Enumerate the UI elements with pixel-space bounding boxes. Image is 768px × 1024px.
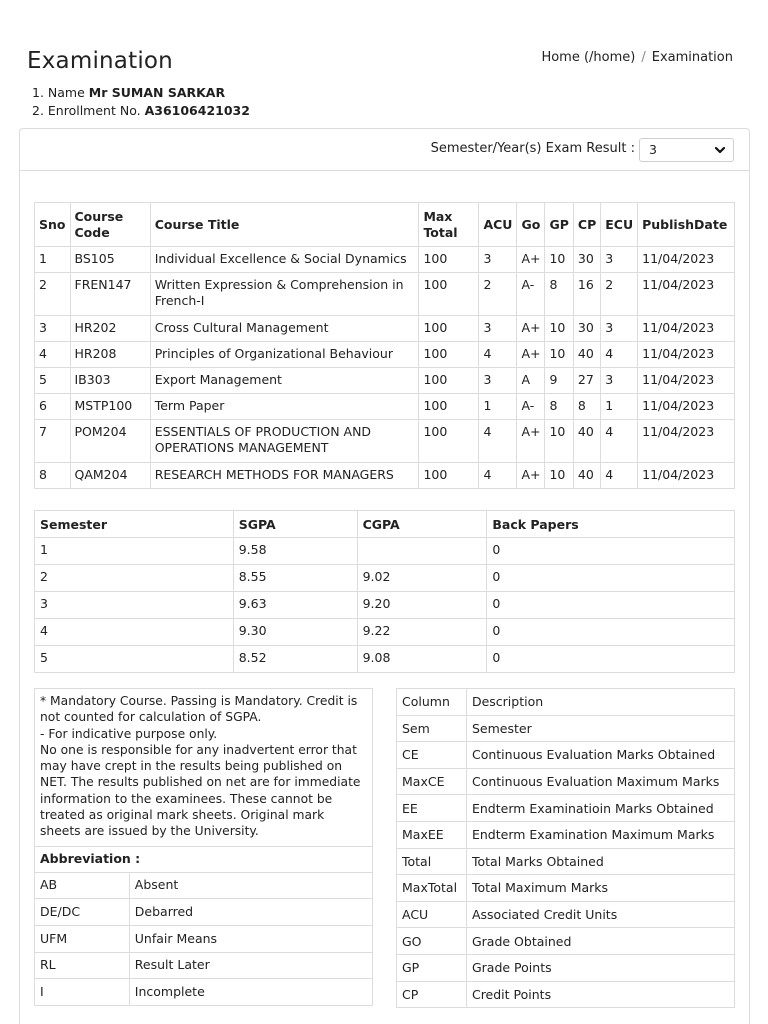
cell-back-papers: 0 — [487, 565, 735, 592]
cell-course-code: FREN147 — [70, 273, 150, 316]
cell-ecu: 4 — [601, 463, 638, 489]
cell-back-papers: 0 — [487, 619, 735, 646]
table-row — [397, 689, 735, 716]
cell-cp: 30 — [573, 316, 600, 342]
cell-semester: 2 — [35, 565, 234, 592]
cell-back-papers: 0 — [487, 592, 735, 619]
cell-course-title: Individual Excellence & Social Dynamics — [150, 247, 419, 273]
legend-description: Total Marks Obtained — [466, 848, 734, 875]
col-header-sno: Sno — [35, 203, 71, 247]
col-header-cp: CP — [573, 203, 600, 247]
legend-description: Total Maximum Marks — [466, 875, 734, 902]
cell-semester: 4 — [35, 619, 234, 646]
cell-max-total: 100 — [419, 420, 479, 463]
enrollment-row: 2. Enrollment No. A36106421032 — [32, 103, 250, 118]
cell-sno: 4 — [35, 342, 71, 368]
abbr-code: UFM — [35, 926, 130, 953]
legend-column: EE — [397, 795, 467, 822]
table-row — [397, 981, 735, 1008]
abbr-code: I — [35, 979, 130, 1006]
cell-sgpa: 9.30 — [233, 619, 357, 646]
cell-grade: A+ — [517, 420, 545, 463]
abbr-meaning: Debarred — [129, 899, 372, 926]
cell-grade: A+ — [517, 247, 545, 273]
breadcrumb-separator: / — [641, 50, 646, 65]
cell-course-title: ESSENTIALS OF PRODUCTION AND OPERATIONS MANAGEMENT — [150, 420, 419, 463]
cell-sgpa: 9.63 — [233, 592, 357, 619]
cell-course-title: Export Management — [150, 368, 419, 394]
cell-acu: 3 — [479, 368, 517, 394]
cell-acu: 4 — [479, 420, 517, 463]
legend-column: MaxEE — [397, 821, 467, 848]
cell-sno: 1 — [35, 247, 71, 273]
col-header-semester: Semester — [35, 511, 234, 538]
legend-column: MaxCE — [397, 768, 467, 795]
cell-gp: 10 — [545, 247, 573, 273]
cell-acu: 2 — [479, 273, 517, 316]
cell-semester: 3 — [35, 592, 234, 619]
cell-ecu: 2 — [601, 273, 638, 316]
table-row — [397, 875, 735, 902]
legend-description: Endterm Examinatioin Marks Obtained — [466, 795, 734, 822]
table-row — [35, 420, 735, 463]
table-row — [397, 795, 735, 822]
cell-cp: 8 — [573, 394, 600, 420]
legend-column: GP — [397, 954, 467, 981]
abbr-meaning: Absent — [129, 872, 372, 899]
table-row — [35, 619, 735, 646]
abbr-meaning: Unfair Means — [129, 926, 372, 953]
cell-grade: A- — [517, 394, 545, 420]
student-name: Mr SUMAN SARKAR — [88, 85, 226, 100]
cell-sgpa: 9.58 — [233, 538, 357, 565]
note-disclaimer: No one is responsible for any inadvertent error that may have crept in the results being published on NET. The results published on net are for immediate information to the examinees. These cannot be treated as original mark sheets. Original mark sheets are issued by the University. — [40, 742, 361, 839]
legend-column: ACU — [397, 901, 467, 928]
disclaimer-text — [35, 689, 373, 847]
course-results-table — [34, 202, 735, 489]
cell-back-papers: 0 — [487, 646, 735, 673]
cell-ecu: 3 — [601, 247, 638, 273]
legend-column: CP — [397, 981, 467, 1008]
table-row — [397, 848, 735, 875]
cell-publish-date: 11/04/2023 — [638, 247, 735, 273]
cell-grade: A+ — [517, 316, 545, 342]
cell-course-code: QAM204 — [70, 463, 150, 489]
table-row — [397, 928, 735, 955]
cell-sgpa: 8.55 — [233, 565, 357, 592]
col-header-publish-date: PublishDate — [638, 203, 735, 247]
col-header-course-title: Course Title — [150, 203, 419, 247]
course-table-header — [35, 203, 735, 247]
cell-gp: 10 — [545, 342, 573, 368]
table-row — [35, 463, 735, 489]
abbr-code: DE/DC — [35, 899, 130, 926]
legend-column: GO — [397, 928, 467, 955]
cell-publish-date: 11/04/2023 — [638, 394, 735, 420]
column-legend-table — [396, 688, 735, 1008]
legend-description: Grade Obtained — [466, 928, 734, 955]
legend-description: Description — [466, 689, 734, 716]
enrollment-number: A36106421032 — [144, 103, 250, 118]
table-row — [397, 821, 735, 848]
table-row — [35, 247, 735, 273]
cell-gp: 8 — [545, 273, 573, 316]
cell-back-papers: 0 — [487, 538, 735, 565]
cell-publish-date: 11/04/2023 — [638, 342, 735, 368]
cell-max-total: 100 — [419, 463, 479, 489]
cell-acu: 4 — [479, 342, 517, 368]
legend-description: Credit Points — [466, 981, 734, 1008]
cell-max-total: 100 — [419, 316, 479, 342]
semester-summary-table — [34, 510, 735, 673]
cell-semester: 5 — [35, 646, 234, 673]
cell-cgpa: 9.22 — [357, 619, 487, 646]
cell-sno: 8 — [35, 463, 71, 489]
cell-ecu: 1 — [601, 394, 638, 420]
cell-max-total: 100 — [419, 394, 479, 420]
legend-column: MaxTotal — [397, 875, 467, 902]
abbreviation-title: Abbreviation : — [35, 846, 373, 872]
cell-cp: 40 — [573, 463, 600, 489]
cell-acu: 4 — [479, 463, 517, 489]
table-row — [35, 538, 735, 565]
breadcrumb — [541, 50, 733, 65]
cell-course-code: BS105 — [70, 247, 150, 273]
abbr-meaning: Result Later — [129, 952, 372, 979]
cell-acu: 3 — [479, 247, 517, 273]
table-row — [35, 872, 373, 899]
cell-course-title: Term Paper — [150, 394, 419, 420]
cell-semester: 1 — [35, 538, 234, 565]
legend-description: Continuous Evaluation Maximum Marks — [466, 768, 734, 795]
cell-cgpa: 9.08 — [357, 646, 487, 673]
enrollment-label: Enrollment No. — [47, 103, 141, 118]
cell-sno: 7 — [35, 420, 71, 463]
cell-gp: 8 — [545, 394, 573, 420]
cell-cgpa: 9.02 — [357, 565, 487, 592]
table-row — [35, 342, 735, 368]
col-header-gp: GP — [545, 203, 573, 247]
table-row — [397, 901, 735, 928]
cell-course-title: Written Expression & Comprehension in French-I — [150, 273, 419, 316]
cell-course-title: RESEARCH METHODS FOR MANAGERS — [150, 463, 419, 489]
table-row — [397, 768, 735, 795]
cell-course-code: MSTP100 — [70, 394, 150, 420]
student-info — [32, 84, 250, 120]
table-row — [35, 926, 373, 953]
cell-course-code: HR208 — [70, 342, 150, 368]
cell-publish-date: 11/04/2023 — [638, 368, 735, 394]
cell-publish-date: 11/04/2023 — [638, 273, 735, 316]
cell-grade: A+ — [517, 342, 545, 368]
notes-table — [34, 688, 373, 1006]
cell-ecu: 4 — [601, 420, 638, 463]
cell-sgpa: 8.52 — [233, 646, 357, 673]
cell-sno: 5 — [35, 368, 71, 394]
legend-description: Associated Credit Units — [466, 901, 734, 928]
cell-course-title: Cross Cultural Management — [150, 316, 419, 342]
cell-acu: 1 — [479, 394, 517, 420]
semester-select-value: 3 — [649, 142, 657, 157]
cell-grade: A — [517, 368, 545, 394]
table-row — [35, 646, 735, 673]
legend-description: Grade Points — [466, 954, 734, 981]
legend-description: Semester — [466, 715, 734, 742]
table-row — [35, 394, 735, 420]
col-header-go: Go — [517, 203, 545, 247]
table-row — [35, 979, 373, 1006]
cell-gp: 10 — [545, 316, 573, 342]
col-header-sgpa: SGPA — [233, 511, 357, 538]
cell-cp: 27 — [573, 368, 600, 394]
abbreviation-title-row — [35, 846, 373, 872]
cell-cp: 16 — [573, 273, 600, 316]
legend-description: Continuous Evaluation Marks Obtained — [466, 742, 734, 769]
summary-table-header — [35, 511, 735, 538]
cell-ecu: 3 — [601, 368, 638, 394]
cell-cgpa: 9.20 — [357, 592, 487, 619]
cell-course-code: HR202 — [70, 316, 150, 342]
abbr-code: AB — [35, 872, 130, 899]
chevron-down-icon — [713, 140, 727, 163]
col-header-acu: ACU — [479, 203, 517, 247]
cell-max-total: 100 — [419, 368, 479, 394]
col-header-ecu: ECU — [601, 203, 638, 247]
legend-description: Endterm Examination Maximum Marks — [466, 821, 734, 848]
breadcrumb-current: Examination — [651, 50, 733, 65]
note-indicative: - For indicative purpose only. — [40, 726, 218, 741]
table-row — [397, 715, 735, 742]
semester-select[interactable] — [639, 138, 734, 162]
table-row — [35, 565, 735, 592]
cell-max-total: 100 — [419, 273, 479, 316]
student-name-label: Name — [47, 85, 85, 100]
cell-publish-date: 11/04/2023 — [638, 420, 735, 463]
cell-cgpa — [357, 538, 487, 565]
table-row — [35, 899, 373, 926]
student-name-row: 1. Name Mr SUMAN SARKAR — [32, 85, 226, 100]
abbr-meaning: Incomplete — [129, 979, 372, 1006]
table-row — [397, 742, 735, 769]
cell-acu: 3 — [479, 316, 517, 342]
legend-column: CE — [397, 742, 467, 769]
legend-column: Sem — [397, 715, 467, 742]
cell-course-code: POM204 — [70, 420, 150, 463]
table-row — [35, 368, 735, 394]
table-row — [397, 954, 735, 981]
note-mandatory: * Mandatory Course. Passing is Mandatory. Credit is not counted for calculation of SGPA. — [40, 694, 358, 725]
cell-publish-date: 11/04/2023 — [638, 463, 735, 489]
col-header-course-code: Course Code — [70, 203, 150, 247]
abbr-code: RL — [35, 952, 130, 979]
table-row — [35, 316, 735, 342]
legend-column: Total — [397, 848, 467, 875]
cell-cp: 30 — [573, 247, 600, 273]
cell-course-code: IB303 — [70, 368, 150, 394]
cell-max-total: 100 — [419, 247, 479, 273]
col-header-cgpa: CGPA — [357, 511, 487, 538]
cell-gp: 9 — [545, 368, 573, 394]
result-card-header — [20, 129, 749, 171]
cell-course-title: Principles of Organizational Behaviour — [150, 342, 419, 368]
cell-gp: 10 — [545, 463, 573, 489]
cell-grade: A+ — [517, 463, 545, 489]
semester-select-label: Semester/Year(s) Exam Result : — [430, 141, 635, 156]
breadcrumb-home-link[interactable]: Home (/home) — [541, 50, 636, 65]
cell-cp: 40 — [573, 342, 600, 368]
cell-sno: 6 — [35, 394, 71, 420]
table-row — [35, 592, 735, 619]
cell-sno: 2 — [35, 273, 71, 316]
col-header-back-papers: Back Papers — [487, 511, 735, 538]
col-header-max-total: Max Total — [419, 203, 479, 247]
cell-ecu: 3 — [601, 316, 638, 342]
table-row — [35, 273, 735, 316]
cell-gp: 10 — [545, 420, 573, 463]
legend-column: Column — [397, 689, 467, 716]
cell-grade: A- — [517, 273, 545, 316]
page-title: Examination — [27, 48, 173, 74]
cell-sno: 3 — [35, 316, 71, 342]
cell-max-total: 100 — [419, 342, 479, 368]
cell-ecu: 4 — [601, 342, 638, 368]
cell-publish-date: 11/04/2023 — [638, 316, 735, 342]
table-row — [35, 952, 373, 979]
cell-cp: 40 — [573, 420, 600, 463]
disclaimer-row — [35, 689, 373, 847]
